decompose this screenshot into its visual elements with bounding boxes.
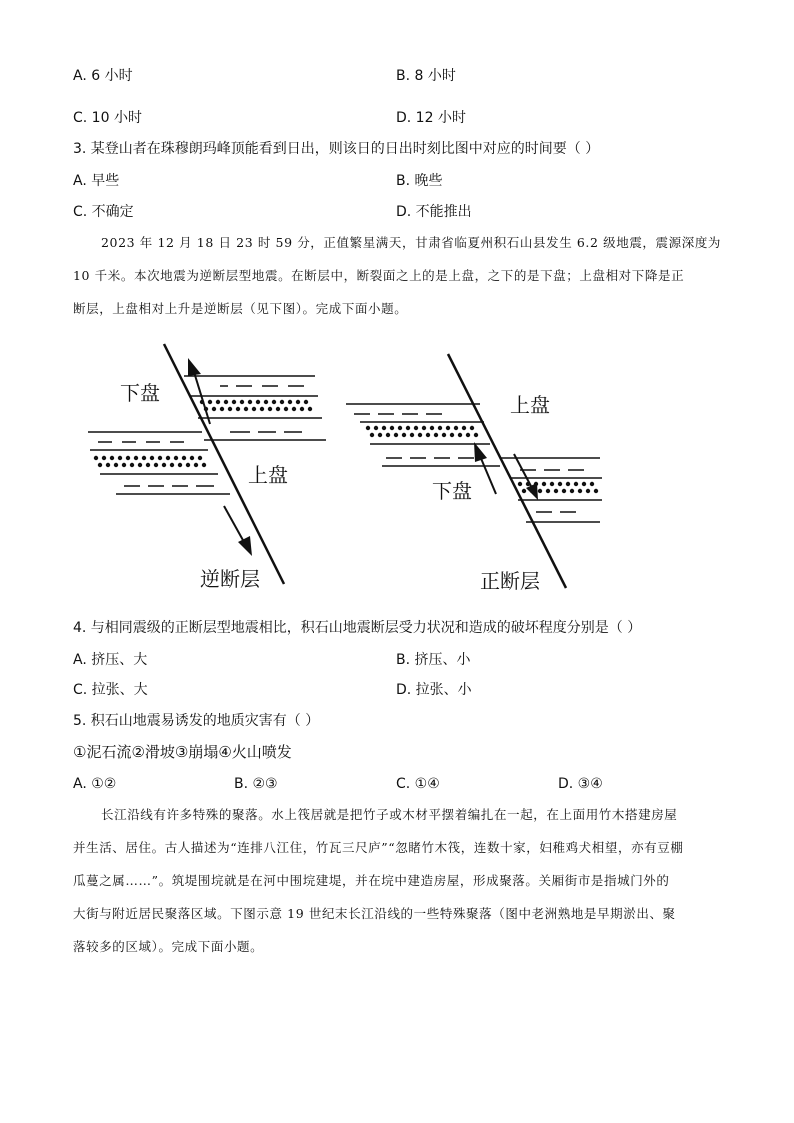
arrow-down-left xyxy=(224,506,244,542)
q3-option-d: D. 不能推出 xyxy=(396,204,472,220)
passage-line: 2023 年 12 月 18 日 23 时 59 分，正值繁星满天，甘肃省临夏州积石山县发生 6.2 级地震，震源深度为 xyxy=(101,235,722,250)
q4-stem: 4. 与相同震级的正断层型地震相比，积石山地震断层受力状况和造成的破坏程度分别是（ ） xyxy=(73,620,642,636)
sandstone-layer-dots-upper-right xyxy=(366,426,478,437)
fault-diagram xyxy=(80,336,620,600)
q5-option-b: B. ②③ xyxy=(234,776,278,792)
caption-reverse-fault: 逆断层 xyxy=(200,567,260,591)
q5-option-d: D. ③④ xyxy=(558,776,603,792)
q4-option-d: D. 拉张、小 xyxy=(396,682,472,698)
caption-normal-fault: 正断层 xyxy=(480,569,540,593)
passage-line: 瓜蔓之属……”。筑堤围垸就是在河中围垸建堤，并在垸中建造房屋，形成聚落。关厢街市是指城门外的 xyxy=(73,873,670,888)
q3-option-a: A. 早些 xyxy=(73,173,120,189)
normal-fault-diagram xyxy=(346,354,602,593)
q3-option-c: C. 不确定 xyxy=(73,204,134,220)
q2-option-a: A. 6 小时 xyxy=(73,68,133,84)
arrow-up-left xyxy=(194,372,210,424)
q3-stem: 3. 某登山者在珠穆朗玛峰顶能看到日出，则该日的日出时刻比图中对应的时间要（ ） xyxy=(73,141,600,157)
q2-option-c: C. 10 小时 xyxy=(73,110,142,126)
reverse-fault-diagram xyxy=(88,344,326,591)
passage-settlements xyxy=(73,798,723,963)
label-footwall-right: 下盘 xyxy=(432,479,472,503)
passage-line: 落较多的区域）。完成下面小题。 xyxy=(73,939,264,954)
label-footwall-left: 下盘 xyxy=(120,381,160,405)
passage-line: 大街与附近居民聚落区域。下图示意 19 世纪末长江沿线的一些特殊聚落（图中老洲熟地是早期淤出、聚 xyxy=(73,906,676,921)
q5-stem: 5. 积石山地震易诱发的地质灾害有（ ） xyxy=(73,713,320,729)
passage-line: 长江沿线有许多特殊的聚落。水上筏居就是把竹子或木材平摆着编扎在一起，在上面用竹木搭建房屋 xyxy=(101,807,678,822)
sandstone-layer-dots-lower-left xyxy=(94,456,206,467)
passage-earthquake xyxy=(73,226,723,325)
q5-option-c: C. ①④ xyxy=(396,776,440,792)
arrow-up-right xyxy=(480,456,496,494)
passage-line: 10 千米。本次地震为逆断层型地震。在断层中，断裂面之上的是上盘，之下的是下盘；上盘相对下降是正 xyxy=(73,268,685,283)
q4-option-a: A. 挤压、大 xyxy=(73,652,148,668)
q3-option-b: B. 晚些 xyxy=(396,173,443,189)
q2-option-b: B. 8 小时 xyxy=(396,68,456,84)
q4-option-c: C. 拉张、大 xyxy=(73,682,148,698)
fault-plane-right xyxy=(448,354,566,588)
q4-option-b: B. 挤压、小 xyxy=(396,652,471,668)
label-hangingwall-left: 上盘 xyxy=(248,463,288,487)
sandstone-layer-dots-upper-left xyxy=(200,400,312,411)
q5-items: ①泥石流②滑坡③崩塌④火山喷发 xyxy=(73,743,292,761)
passage-line: 断层，上盘相对上升是逆断层（见下图）。完成下面小题。 xyxy=(73,301,408,316)
arrow-down-right xyxy=(514,454,532,488)
passage-line: 并生活、居住。古人描述为“连排八江住，竹瓦三尺庐”“忽睹竹木筏，连数十家，妇稚鸡犬相望，亦有豆棚 xyxy=(73,840,684,855)
label-hangingwall-right: 上盘 xyxy=(510,393,550,417)
q2-option-d: D. 12 小时 xyxy=(396,110,466,126)
q5-option-a: A. ①② xyxy=(73,776,117,792)
